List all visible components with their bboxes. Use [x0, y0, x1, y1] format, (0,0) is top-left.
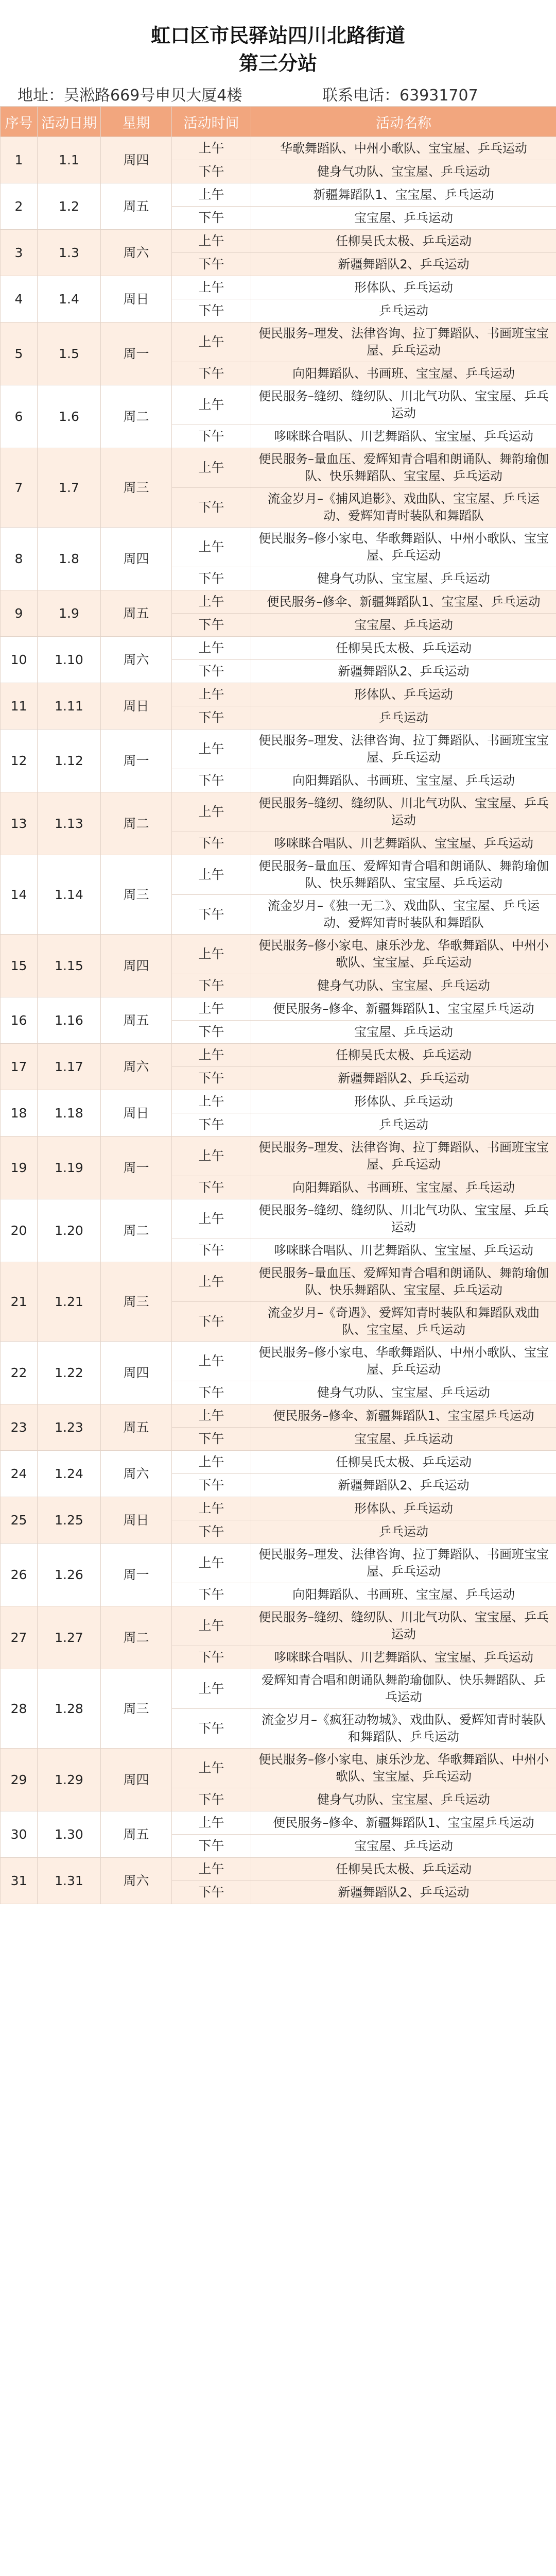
activity-am: 任柳吴氏太极、乒乓运动 — [251, 637, 556, 660]
time-slot-am: 上午 — [172, 1858, 251, 1881]
activity-am: 爱辉知青合唱和朗诵队舞韵瑜伽队、快乐舞蹈队、乒乓运动 — [251, 1669, 556, 1709]
activity-am: 便民服务–理发、法律咨询、拉丁舞蹈队、书画班宝宝屋、乒乓运动 — [251, 1544, 556, 1583]
table-row-am — [1, 590, 556, 614]
row-number: 29 — [1, 1749, 38, 1811]
row-number: 7 — [1, 448, 38, 528]
time-slot-pm: 下午 — [172, 1646, 251, 1669]
time-slot-am: 上午 — [172, 230, 251, 253]
time-slot-pm: 下午 — [172, 1709, 251, 1749]
row-weekday: 周二 — [101, 1606, 172, 1669]
activity-pm: 向阳舞蹈队、书画班、宝宝屋、乒乓运动 — [251, 362, 556, 385]
activity-pm: 健身气功队、宝宝屋、乒乓运动 — [251, 1381, 556, 1404]
time-slot-am: 上午 — [172, 1606, 251, 1646]
row-number: 27 — [1, 1606, 38, 1669]
row-number: 28 — [1, 1669, 38, 1749]
time-slot-am: 上午 — [172, 323, 251, 362]
activity-pm: 新疆舞蹈队2、乒乓运动 — [251, 253, 556, 276]
activity-pm: 健身气功队、宝宝屋、乒乓运动 — [251, 160, 556, 183]
schedule-body — [1, 137, 556, 1904]
activity-pm: 向阳舞蹈队、书画班、宝宝屋、乒乓运动 — [251, 1583, 556, 1606]
time-slot-pm: 下午 — [172, 299, 251, 323]
page-title: 虹口区市民驿站四川北路街道 — [150, 24, 405, 47]
table-row-am — [1, 1544, 556, 1583]
column-header-date: 活动日期 — [38, 107, 101, 137]
table-row-am — [1, 792, 556, 832]
row-date: 1.11 — [38, 683, 101, 730]
table-header-row — [1, 107, 556, 137]
time-slot-am: 上午 — [172, 730, 251, 769]
row-number: 8 — [1, 528, 38, 590]
row-number: 6 — [1, 385, 38, 448]
row-date: 1.16 — [38, 997, 101, 1044]
row-date: 1.30 — [38, 1811, 101, 1858]
time-slot-am: 上午 — [172, 1342, 251, 1381]
activity-am: 任柳吴氏太极、乒乓运动 — [251, 230, 556, 253]
row-date: 1.27 — [38, 1606, 101, 1669]
table-row-am — [1, 683, 556, 706]
table-row-am — [1, 1404, 556, 1428]
time-slot-am: 上午 — [172, 276, 251, 299]
row-date: 1.21 — [38, 1262, 101, 1342]
activity-pm: 宝宝屋、乒乓运动 — [251, 1021, 556, 1044]
column-header-time: 活动时间 — [172, 107, 251, 137]
activity-am: 任柳吴氏太极、乒乓运动 — [251, 1858, 556, 1881]
time-slot-pm: 下午 — [172, 895, 251, 935]
table-row-am — [1, 1451, 556, 1474]
row-weekday: 周日 — [101, 276, 172, 323]
time-slot-pm: 下午 — [172, 1381, 251, 1404]
row-date: 1.18 — [38, 1090, 101, 1137]
row-number: 21 — [1, 1262, 38, 1342]
activity-pm: 新疆舞蹈队2、乒乓运动 — [251, 1881, 556, 1904]
time-slot-am: 上午 — [172, 935, 251, 974]
row-date: 1.12 — [38, 730, 101, 792]
activity-am: 任柳吴氏太极、乒乓运动 — [251, 1451, 556, 1474]
row-number: 1 — [1, 137, 38, 183]
time-slot-pm: 下午 — [172, 1428, 251, 1451]
table-row-am — [1, 1342, 556, 1381]
time-slot-pm: 下午 — [172, 1113, 251, 1137]
time-slot-am: 上午 — [172, 528, 251, 567]
row-weekday: 周六 — [101, 1451, 172, 1497]
activity-am: 形体队、乒乓运动 — [251, 276, 556, 299]
activity-pm: 流金岁月–《奇遇》、爱辉知青时装队和舞蹈队戏曲队、宝宝屋、乒乓运动 — [251, 1302, 556, 1342]
table-row-am — [1, 1044, 556, 1067]
row-number: 15 — [1, 935, 38, 997]
activity-pm: 流金岁月–《捕风追影》、戏曲队、宝宝屋、乒乓运动、爱辉知青时装队和舞蹈队 — [251, 488, 556, 528]
row-date: 1.6 — [38, 385, 101, 448]
activity-pm: 宝宝屋、乒乓运动 — [251, 614, 556, 637]
time-slot-pm: 下午 — [172, 974, 251, 997]
table-row-am — [1, 1669, 556, 1709]
row-date: 1.8 — [38, 528, 101, 590]
row-number: 19 — [1, 1137, 38, 1199]
row-weekday: 周一 — [101, 1137, 172, 1199]
table-row-am — [1, 935, 556, 974]
row-weekday: 周四 — [101, 935, 172, 997]
row-weekday: 周二 — [101, 792, 172, 855]
activity-pm: 宝宝屋、乒乓运动 — [251, 1835, 556, 1858]
time-slot-pm: 下午 — [172, 832, 251, 855]
time-slot-pm: 下午 — [172, 769, 251, 792]
time-slot-pm: 下午 — [172, 660, 251, 683]
activity-am: 便民服务–缝纫、缝纫队、川北气功队、宝宝屋、乒乓运动 — [251, 385, 556, 425]
row-number: 23 — [1, 1404, 38, 1451]
row-date: 1.13 — [38, 792, 101, 855]
row-weekday: 周日 — [101, 1090, 172, 1137]
time-slot-am: 上午 — [172, 1090, 251, 1113]
time-slot-pm: 下午 — [172, 1583, 251, 1606]
row-number: 10 — [1, 637, 38, 683]
activity-am: 便民服务–缝纫、缝纫队、川北气功队、宝宝屋、乒乓运动 — [251, 1606, 556, 1646]
activity-am: 便民服务–修小家电、康乐沙龙、华歌舞蹈队、中州小歌队、宝宝屋、乒乓运动 — [251, 935, 556, 974]
time-slot-am: 上午 — [172, 1749, 251, 1788]
row-weekday: 周三 — [101, 855, 172, 935]
time-slot-pm: 下午 — [172, 614, 251, 637]
activity-pm: 新疆舞蹈队2、乒乓运动 — [251, 660, 556, 683]
table-row-am — [1, 1811, 556, 1835]
row-number: 5 — [1, 323, 38, 385]
row-number: 26 — [1, 1544, 38, 1606]
row-weekday: 周一 — [101, 730, 172, 792]
row-date: 1.19 — [38, 1137, 101, 1199]
column-header-no: 序号 — [1, 107, 38, 137]
time-slot-am: 上午 — [172, 1669, 251, 1709]
activity-pm: 宝宝屋、乒乓运动 — [251, 207, 556, 230]
activity-am: 便民服务–缝纫、缝纫队、川北气功队、宝宝屋、乒乓运动 — [251, 1199, 556, 1239]
time-slot-pm: 下午 — [172, 1176, 251, 1199]
time-slot-am: 上午 — [172, 1811, 251, 1835]
row-date: 1.24 — [38, 1451, 101, 1497]
table-row-am — [1, 448, 556, 488]
table-row-am — [1, 323, 556, 362]
row-weekday: 周一 — [101, 1544, 172, 1606]
row-weekday: 周三 — [101, 1669, 172, 1749]
activity-pm: 乒乓运动 — [251, 1113, 556, 1137]
row-weekday: 周六 — [101, 1858, 172, 1904]
row-weekday: 周五 — [101, 1404, 172, 1451]
row-date: 1.3 — [38, 230, 101, 276]
activity-pm: 乒乓运动 — [251, 1520, 556, 1544]
row-weekday: 周五 — [101, 1811, 172, 1858]
table-row-am — [1, 1137, 556, 1176]
row-number: 20 — [1, 1199, 38, 1262]
time-slot-pm: 下午 — [172, 1520, 251, 1544]
page-subtitle: 第三分站 — [238, 52, 317, 75]
row-date: 1.31 — [38, 1858, 101, 1904]
time-slot-pm: 下午 — [172, 1881, 251, 1904]
table-row-am — [1, 855, 556, 895]
activity-am: 便民服务–修伞、新疆舞蹈队1、宝宝屋、乒乓运动 — [251, 590, 556, 614]
row-date: 1.26 — [38, 1544, 101, 1606]
row-number: 11 — [1, 683, 38, 730]
row-number: 16 — [1, 997, 38, 1044]
row-number: 18 — [1, 1090, 38, 1137]
row-number: 3 — [1, 230, 38, 276]
time-slot-pm: 下午 — [172, 207, 251, 230]
row-weekday: 周日 — [101, 1497, 172, 1544]
activity-pm: 哆咪眯合唱队、川艺舞蹈队、宝宝屋、乒乓运动 — [251, 832, 556, 855]
row-number: 24 — [1, 1451, 38, 1497]
time-slot-pm: 下午 — [172, 1788, 251, 1811]
row-date: 1.20 — [38, 1199, 101, 1262]
time-slot-pm: 下午 — [172, 253, 251, 276]
table-row-am — [1, 230, 556, 253]
address-text: 地址：吴淞路669号申贝大厦4楼 — [18, 87, 242, 105]
activity-pm: 健身气功队、宝宝屋、乒乓运动 — [251, 1788, 556, 1811]
activity-pm: 宝宝屋、乒乓运动 — [251, 1428, 556, 1451]
table-row-am — [1, 528, 556, 567]
activity-am: 便民服务–修小家电、华歌舞蹈队、中州小歌队、宝宝屋、乒乓运动 — [251, 528, 556, 567]
time-slot-am: 上午 — [172, 1199, 251, 1239]
activity-pm: 健身气功队、宝宝屋、乒乓运动 — [251, 567, 556, 590]
row-date: 1.29 — [38, 1749, 101, 1811]
time-slot-am: 上午 — [172, 590, 251, 614]
time-slot-pm: 下午 — [172, 706, 251, 730]
row-date: 1.1 — [38, 137, 101, 183]
activity-am: 便民服务–量血压、爱辉知青合唱和朗诵队、舞韵瑜伽队、快乐舞蹈队、宝宝屋、乒乓运动 — [251, 855, 556, 895]
activity-am: 形体队、乒乓运动 — [251, 1090, 556, 1113]
row-number: 17 — [1, 1044, 38, 1090]
table-row-am — [1, 137, 556, 160]
table-row-am — [1, 1497, 556, 1520]
table-row-am — [1, 1606, 556, 1646]
row-number: 12 — [1, 730, 38, 792]
row-number: 9 — [1, 590, 38, 637]
time-slot-am: 上午 — [172, 1262, 251, 1302]
activity-am: 便民服务–修伞、新疆舞蹈队1、宝宝屋乒乓运动 — [251, 1811, 556, 1835]
activity-am: 任柳吴氏太极、乒乓运动 — [251, 1044, 556, 1067]
row-weekday: 周四 — [101, 137, 172, 183]
time-slot-pm: 下午 — [172, 1474, 251, 1497]
activity-am: 形体队、乒乓运动 — [251, 683, 556, 706]
time-slot-am: 上午 — [172, 1404, 251, 1428]
time-slot-am: 上午 — [172, 1497, 251, 1520]
activity-pm: 新疆舞蹈队2、乒乓运动 — [251, 1067, 556, 1090]
row-weekday: 周五 — [101, 183, 172, 230]
time-slot-pm: 下午 — [172, 160, 251, 183]
activity-am: 便民服务–理发、法律咨询、拉丁舞蹈队、书画班宝宝屋、乒乓运动 — [251, 1137, 556, 1176]
row-date: 1.10 — [38, 637, 101, 683]
time-slot-am: 上午 — [172, 448, 251, 488]
time-slot-pm: 下午 — [172, 425, 251, 448]
row-weekday: 周三 — [101, 448, 172, 528]
row-number: 4 — [1, 276, 38, 323]
activity-am: 便民服务–修小家电、华歌舞蹈队、中州小歌队、宝宝屋、乒乓运动 — [251, 1342, 556, 1381]
row-weekday: 周六 — [101, 637, 172, 683]
table-row-am — [1, 1858, 556, 1881]
row-date: 1.22 — [38, 1342, 101, 1404]
activity-pm: 乒乓运动 — [251, 706, 556, 730]
row-number: 13 — [1, 792, 38, 855]
activity-am: 新疆舞蹈队1、宝宝屋、乒乓运动 — [251, 183, 556, 207]
activity-am: 便民服务–理发、法律咨询、拉丁舞蹈队、书画班宝宝屋、乒乓运动 — [251, 323, 556, 362]
row-date: 1.5 — [38, 323, 101, 385]
row-weekday: 周五 — [101, 997, 172, 1044]
time-slot-am: 上午 — [172, 997, 251, 1021]
table-row-am — [1, 637, 556, 660]
time-slot-am: 上午 — [172, 1044, 251, 1067]
column-header-weekday: 星期 — [101, 107, 172, 137]
row-weekday: 周二 — [101, 385, 172, 448]
table-row-am — [1, 183, 556, 207]
time-slot-am: 上午 — [172, 792, 251, 832]
activity-pm: 向阳舞蹈队、书画班、宝宝屋、乒乓运动 — [251, 769, 556, 792]
time-slot-pm: 下午 — [172, 488, 251, 528]
time-slot-pm: 下午 — [172, 362, 251, 385]
activity-pm: 哆咪眯合唱队、川艺舞蹈队、宝宝屋、乒乓运动 — [251, 1239, 556, 1262]
time-slot-am: 上午 — [172, 683, 251, 706]
row-number: 14 — [1, 855, 38, 935]
activity-pm: 哆咪眯合唱队、川艺舞蹈队、宝宝屋、乒乓运动 — [251, 425, 556, 448]
table-row-am — [1, 385, 556, 425]
row-date: 1.17 — [38, 1044, 101, 1090]
activity-pm: 乒乓运动 — [251, 299, 556, 323]
page-header — [0, 0, 556, 106]
row-weekday: 周日 — [101, 683, 172, 730]
row-number: 25 — [1, 1497, 38, 1544]
table-row-am — [1, 1199, 556, 1239]
row-weekday: 周一 — [101, 323, 172, 385]
phone-text: 联系电话：63931707 — [322, 87, 478, 105]
activity-am: 便民服务–修伞、新疆舞蹈队1、宝宝屋乒乓运动 — [251, 1404, 556, 1428]
row-weekday: 周六 — [101, 230, 172, 276]
row-date: 1.28 — [38, 1669, 101, 1749]
table-row-am — [1, 1090, 556, 1113]
time-slot-am: 上午 — [172, 137, 251, 160]
time-slot-pm: 下午 — [172, 1302, 251, 1342]
column-header-activity: 活动名称 — [251, 107, 556, 137]
table-row-am — [1, 997, 556, 1021]
row-date: 1.23 — [38, 1404, 101, 1451]
activity-pm: 哆咪眯合唱队、川艺舞蹈队、宝宝屋、乒乓运动 — [251, 1646, 556, 1669]
activity-pm: 流金岁月–《疯狂动物城》、戏曲队、爱辉知青时装队和舞蹈队、乒乓运动 — [251, 1709, 556, 1749]
table-row-am — [1, 276, 556, 299]
activity-am: 便民服务–量血压、爱辉知青合唱和朗诵队、舞韵瑜伽队、快乐舞蹈队、宝宝屋、乒乓运动 — [251, 448, 556, 488]
table-row-am — [1, 1262, 556, 1302]
table-row-am — [1, 730, 556, 769]
time-slot-am: 上午 — [172, 1137, 251, 1176]
table-row-am — [1, 1749, 556, 1788]
row-number: 22 — [1, 1342, 38, 1404]
row-date: 1.4 — [38, 276, 101, 323]
row-weekday: 周五 — [101, 590, 172, 637]
row-date: 1.25 — [38, 1497, 101, 1544]
row-weekday: 周四 — [101, 528, 172, 590]
activity-pm: 新疆舞蹈队2、乒乓运动 — [251, 1474, 556, 1497]
row-date: 1.7 — [38, 448, 101, 528]
row-weekday: 周二 — [101, 1199, 172, 1262]
time-slot-pm: 下午 — [172, 1239, 251, 1262]
activity-am: 便民服务–修伞、新疆舞蹈队1、宝宝屋乒乓运动 — [251, 997, 556, 1021]
row-number: 2 — [1, 183, 38, 230]
time-slot-pm: 下午 — [172, 1067, 251, 1090]
row-weekday: 周四 — [101, 1342, 172, 1404]
time-slot-am: 上午 — [172, 855, 251, 895]
time-slot-pm: 下午 — [172, 1835, 251, 1858]
row-date: 1.2 — [38, 183, 101, 230]
row-date: 1.15 — [38, 935, 101, 997]
row-date: 1.14 — [38, 855, 101, 935]
time-slot-am: 上午 — [172, 385, 251, 425]
time-slot-am: 上午 — [172, 1451, 251, 1474]
time-slot-am: 上午 — [172, 1544, 251, 1583]
row-number: 31 — [1, 1858, 38, 1904]
activity-pm: 向阳舞蹈队、书画班、宝宝屋、乒乓运动 — [251, 1176, 556, 1199]
activity-am: 形体队、乒乓运动 — [251, 1497, 556, 1520]
time-slot-am: 上午 — [172, 183, 251, 207]
row-number: 30 — [1, 1811, 38, 1858]
row-weekday: 周四 — [101, 1749, 172, 1811]
activity-am: 便民服务–理发、法律咨询、拉丁舞蹈队、书画班宝宝屋、乒乓运动 — [251, 730, 556, 769]
activity-am: 便民服务–修小家电、康乐沙龙、华歌舞蹈队、中州小歌队、宝宝屋、乒乓运动 — [251, 1749, 556, 1788]
activity-pm: 流金岁月–《独一无二》、戏曲队、宝宝屋、乒乓运动、爱辉知青时装队和舞蹈队 — [251, 895, 556, 935]
row-weekday: 周三 — [101, 1262, 172, 1342]
schedule-table — [0, 106, 556, 1904]
time-slot-am: 上午 — [172, 637, 251, 660]
time-slot-pm: 下午 — [172, 567, 251, 590]
activity-am: 便民服务–缝纫、缝纫队、川北气功队、宝宝屋、乒乓运动 — [251, 792, 556, 832]
time-slot-pm: 下午 — [172, 1021, 251, 1044]
activity-am: 便民服务–量血压、爱辉知青合唱和朗诵队、舞韵瑜伽队、快乐舞蹈队、宝宝屋、乒乓运动 — [251, 1262, 556, 1302]
activity-am: 华歌舞蹈队、中州小歌队、宝宝屋、乒乓运动 — [251, 137, 556, 160]
row-weekday: 周六 — [101, 1044, 172, 1090]
activity-pm: 健身气功队、宝宝屋、乒乓运动 — [251, 974, 556, 997]
row-date: 1.9 — [38, 590, 101, 637]
